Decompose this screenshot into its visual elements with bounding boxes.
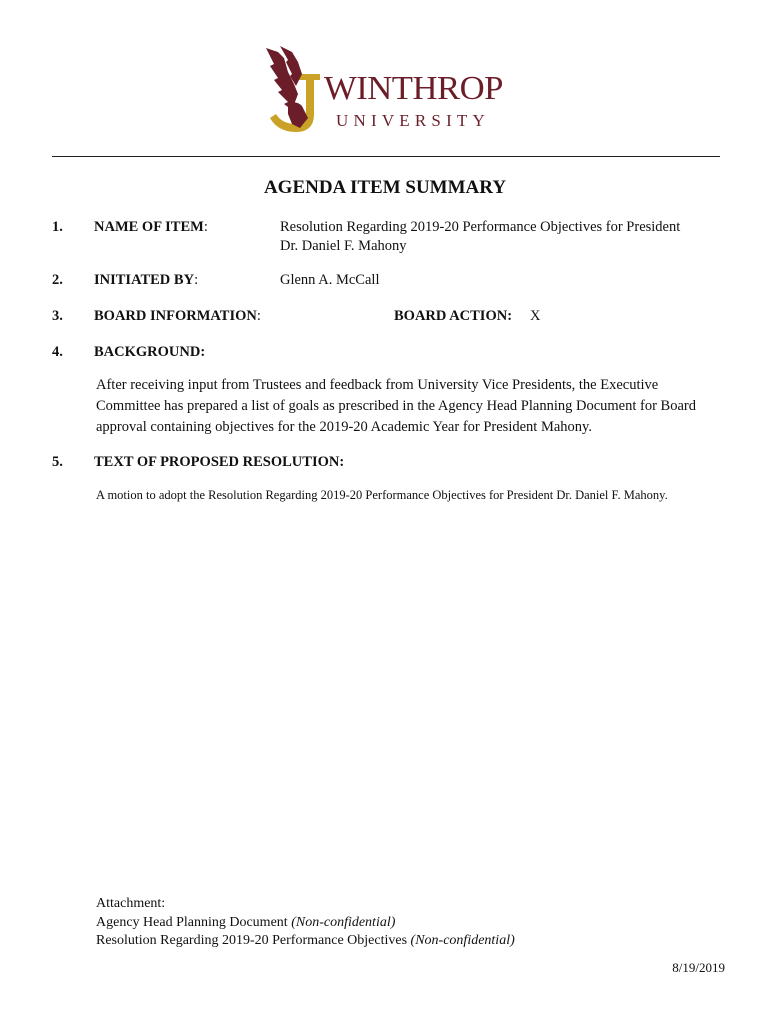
document-date: 8/19/2019 (672, 960, 725, 975)
item-5-number: 5. (52, 454, 63, 470)
board-action-label: BOARD ACTION: (394, 308, 513, 324)
attachment-item (96, 914, 515, 933)
item-2-number: 2. (52, 272, 63, 288)
board-information-label: BOARD INFORMATION (94, 308, 257, 324)
item-1-label: NAME OF ITEM: (94, 219, 208, 235)
board-action-value: X (530, 308, 541, 324)
attachment-doc-1-note: (Non-confidential) (291, 914, 396, 930)
initiated-by-value: Glenn A. McCall (280, 272, 380, 288)
name-of-item-line-2: Dr. Daniel F. Mahony (280, 238, 407, 254)
item-1-number: 1. (52, 219, 63, 235)
resolution-label: TEXT OF PROPOSED RESOLUTION: (94, 454, 345, 470)
attachment-item (96, 932, 515, 951)
eagle-logo-icon (262, 44, 324, 136)
background-label: BACKGROUND: (94, 344, 206, 360)
item-2-label: INITIATED BY: (94, 272, 199, 288)
logo-wordmark: WINTHROP (324, 70, 503, 107)
item-1-value (280, 218, 680, 256)
attachments-block (96, 895, 515, 951)
university-logo (262, 44, 522, 136)
item-3-number: 3. (52, 308, 63, 324)
attachment-doc-1: Agency Head Planning Document (96, 914, 288, 930)
attachment-doc-2-note: (Non-confidential) (410, 933, 515, 948)
name-of-item-label: NAME OF ITEM (94, 219, 204, 235)
background-text: After receiving input from Trustees and feedback from University Vice Presidents, the Executive Committee has prepared a list of goals as prescribed in the Agency Head Planning Document for Board approval containing objectives for the 2019-20 Academic Year for President Mahony. (96, 377, 696, 435)
name-of-item-line-1: Resolution Regarding 2019-20 Performance Objectives for President (280, 219, 681, 235)
item-3-label: BOARD INFORMATION: (94, 308, 261, 324)
attachment-heading: Attachment: (96, 896, 166, 911)
item-4-number: 4. (52, 344, 63, 360)
page-title: AGENDA ITEM SUMMARY (263, 177, 507, 198)
resolution-text: A motion to adopt the Resolution Regarding 2019-20 Performance Objectives for President Dr. Daniel F. Mahony. (96, 488, 668, 502)
attachment-doc-2: Resolution Regarding 2019-20 Performance Objectives (96, 933, 408, 948)
initiated-by-label: INITIATED BY (94, 272, 195, 288)
logo-subtext: UNIVERSITY (336, 111, 490, 130)
header-divider (52, 156, 720, 157)
